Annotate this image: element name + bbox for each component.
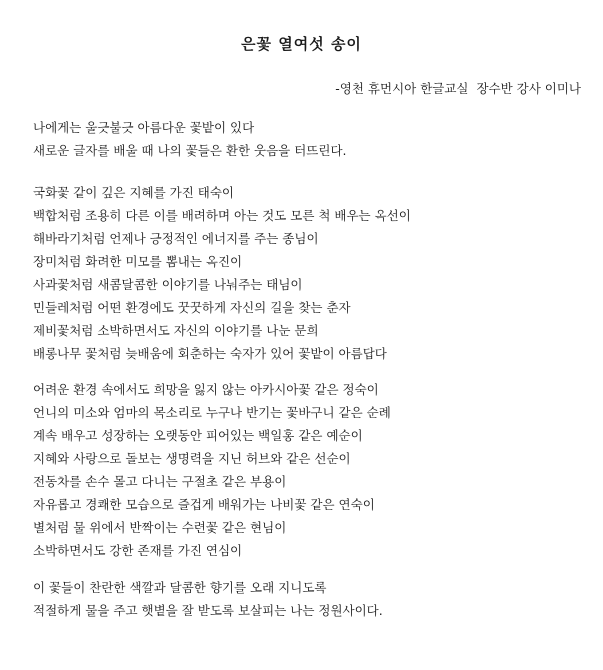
poem-line: 적절하게 물을 주고 햇볕을 잘 받도록 보살피는 나는 정원사이다.: [33, 603, 383, 618]
stanza-4: [33, 576, 383, 622]
poem-line: 소박하면서도 강한 존재를 가진 연심이: [33, 543, 243, 558]
poem-byline: -영천 휴먼시아 한글교실 장수반 강사 이미나: [335, 81, 581, 96]
poem-title: 은꽃 열여섯 송이: [241, 35, 362, 53]
poem-line: 사과꽃처럼 새콤달콤한 이야기를 나눠주는 태님이: [33, 277, 303, 292]
stanza-3: [33, 378, 391, 562]
stanza-2: [33, 181, 411, 365]
poem-line: 지혜와 사랑으로 돌보는 생명력을 지닌 허브와 같은 선순이: [33, 451, 351, 466]
poem-line: 별처럼 물 위에서 반짝이는 수련꽃 같은 현님이: [33, 520, 287, 535]
poem-line: 장미처럼 화려한 미모를 뽐내는 옥진이: [33, 254, 243, 269]
poem-line: 민들레처럼 어떤 환경에도 꿋꿋하게 자신의 길을 찾는 춘자: [33, 300, 351, 315]
poem-line: 어려운 환경 속에서도 희망을 잃지 않는 아카시아꽃 같은 정숙이: [33, 382, 379, 397]
poem-line: 백합처럼 조용히 다른 이를 배려하며 아는 것도 모른 척 배우는 옥선이: [33, 208, 411, 223]
poem-line: 나에게는 울긋불긋 아름다운 꽃밭이 있다: [33, 120, 255, 135]
stanza-1: [33, 116, 347, 162]
poem-line: 제비꽃처럼 소박하면서도 자신의 이야기를 나눈 문희: [33, 323, 319, 338]
poem-line: 해바라기처럼 언제나 긍정적인 에너지를 주는 종님이: [33, 231, 319, 246]
poem-line: 자유롭고 경쾌한 모습으로 즐겁게 배워가는 나비꽃 같은 연숙이: [33, 497, 375, 512]
poem-line: 새로운 글자를 배울 때 나의 꽃들은 환한 웃음을 터뜨린다.: [33, 143, 347, 158]
poem-line: 이 꽃들이 찬란한 색깔과 달콤한 향기를 오래 지니도록: [33, 580, 327, 595]
poem-line: 언니의 미소와 엄마의 목소리로 누구나 반기는 꽃바구니 같은 순례: [33, 405, 391, 420]
poem-line: 배롱나무 꽃처럼 늦배움에 회춘하는 숙자가 있어 꽃밭이 아름답다: [33, 346, 387, 361]
poem-line: 전동차를 손수 몰고 다니는 구절초 같은 부용이: [33, 474, 287, 489]
poem-line: 계속 배우고 성장하는 오랫동안 피어있는 백일홍 같은 예순이: [33, 428, 363, 443]
poem-line: 국화꽃 같이 깊은 지혜를 가진 태숙이: [33, 185, 234, 200]
